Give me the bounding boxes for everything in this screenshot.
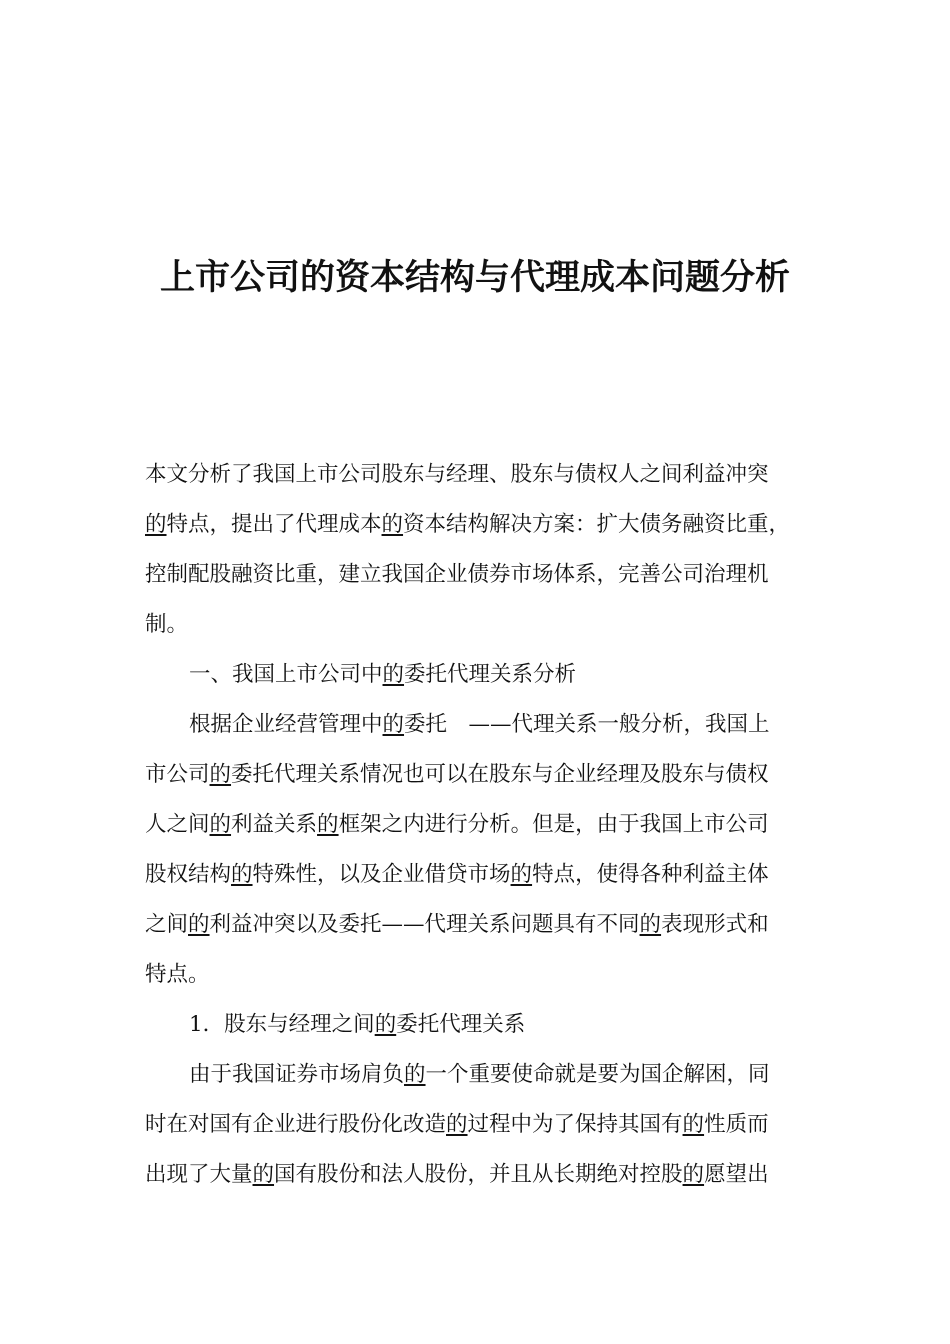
text-line: [145, 1000, 805, 1050]
text-line: [145, 900, 805, 950]
text-segment: 控制配股融资比重，建立我国企业债券市场体系，完善公司治理机: [145, 562, 769, 587]
text-line: [145, 700, 805, 750]
underlined-text: 的: [382, 662, 405, 687]
text-segment: 由于我国证券市场肩负: [189, 1062, 405, 1087]
text-segment: 本文分析了我国上市公司股东与经理、股东与债权人之间利益冲突: [145, 462, 769, 487]
underlined-text: 的: [382, 712, 405, 737]
underlined-text: 的: [231, 862, 253, 887]
text-segment: 一、我国上市公司中: [189, 662, 383, 687]
text-segment: 之间: [145, 912, 189, 937]
underlined-text: 的: [639, 912, 662, 937]
text-line: [145, 1150, 805, 1200]
text-line: [145, 500, 805, 550]
text-segment: 框架之内进行分析。但是，由于我国上市公司: [338, 812, 769, 837]
underlined-text: 的: [252, 1162, 275, 1187]
text-line: [145, 1100, 805, 1150]
underlined-text: 的: [682, 1162, 705, 1187]
text-line: [145, 750, 805, 800]
text-segment: 性质而: [704, 1112, 769, 1137]
text-segment: 1．股东与经理之间: [189, 1012, 375, 1037]
text-line: [145, 800, 805, 850]
underlined-text: 的: [510, 862, 533, 887]
text-line: [145, 850, 805, 900]
text-segment: 资本结构解决方案：扩大债务融资比重，: [403, 512, 791, 537]
underlined-text: 的: [317, 812, 339, 837]
text-line: [145, 950, 805, 1000]
text-segment: 股权结构: [145, 862, 232, 887]
text-line: [145, 650, 805, 700]
text-segment: 利益冲突以及委托——代理关系问题具有不同: [209, 912, 640, 937]
underlined-text: 的: [381, 512, 404, 537]
underlined-text: 的: [374, 1012, 397, 1037]
underlined-text: 的: [145, 512, 167, 537]
text-segment: 委托代理关系: [396, 1012, 526, 1037]
text-line: [145, 600, 805, 650]
text-segment: 时在对国有企业进行股份化改造: [145, 1112, 447, 1137]
text-segment: 出现了大量: [145, 1162, 253, 1187]
underlined-text: 的: [209, 812, 232, 837]
text-segment: 特点，提出了代理成本: [166, 512, 382, 537]
text-segment: 委托代理关系分析: [404, 662, 577, 687]
text-segment: 特点。: [145, 962, 210, 987]
text-segment: 国有股份和法人股份，并且从长期绝对控股: [274, 1162, 683, 1187]
text-segment: 特点，使得各种利益主体: [532, 862, 769, 887]
text-line: [145, 1050, 805, 1100]
document-body: [145, 450, 805, 1200]
underlined-text: 的: [682, 1112, 705, 1137]
text-segment: 市公司: [145, 762, 210, 787]
document-title: 上市公司的资本结构与代理成本问题分析: [159, 257, 790, 298]
text-segment: 特殊性，以及企业借贷市场: [252, 862, 511, 887]
text-segment: 过程中为了保持其国有: [467, 1112, 683, 1137]
text-segment: 人之间: [145, 812, 210, 837]
text-segment: 委托代理关系情况也可以在股东与企业经理及股东与债权: [231, 762, 769, 787]
text-segment: 愿望出: [704, 1162, 769, 1187]
text-segment: 利益关系: [231, 812, 318, 837]
underlined-text: 的: [404, 1062, 426, 1087]
underlined-text: 的: [188, 912, 210, 937]
underlined-text: 的: [446, 1112, 468, 1137]
underlined-text: 的: [209, 762, 232, 787]
text-line: [145, 550, 805, 600]
text-segment: 根据企业经营管理中: [189, 712, 383, 737]
text-line: [145, 450, 805, 500]
text-segment: 制。: [145, 612, 189, 637]
text-segment: 一个重要使命就是要为国企解困，同: [425, 1062, 770, 1087]
text-segment: 委托 ——代理关系一般分析，我国上: [404, 712, 770, 737]
text-segment: 表现形式和: [661, 912, 769, 937]
